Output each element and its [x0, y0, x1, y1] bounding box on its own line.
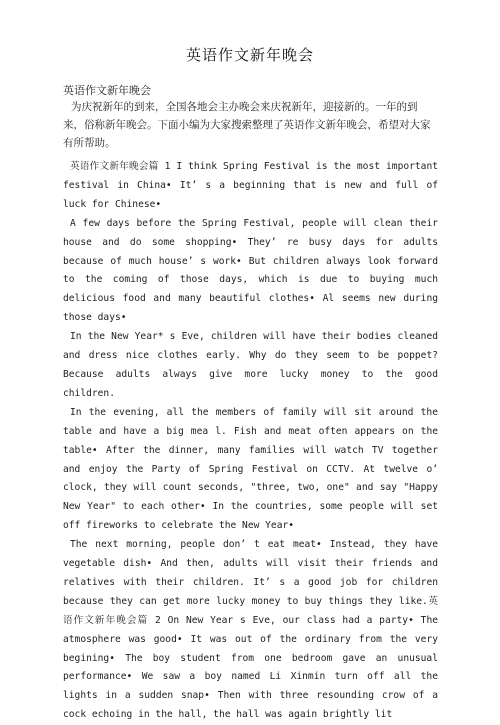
- intro-paragraph: 为庆祝新年的到来，全国各地会主办晚会来庆祝新年，迎接新的。一年的到来，俗称新年晚会。下面小编为大家搜索整理了英语作文新年晚会，希望对大家有所帮助。: [63, 101, 431, 149]
- body-paragraph: The next morning, people don’ t eat meat• Instead, they have vegetable dish• And then, adults will visit their friends and relatives with their children. It’ s a good job for children because they can get more lucky money to buy things they like.英语作文新年晚会篇 2 On New Year s Eve, our class had a party• The atmosphere was good• It was out of the ordinary from the very begining• The boy student from one bedroom gave an unusual performance• We saw a boy named Li Xinmin turn off all the lights in a sudden snap• Then with three resounding crow of a cock echoing in the hall, the hall was again brightly lit: [63, 539, 438, 721]
- body-paragraph: In the evening, all the members of family will sit around the table and have a big mea l. Fish and meat often appears on the table• After the dinner, many families will watch TV together and enjoy the Party of Spring Festival on CCTV. At twelve o’ clock, they will count seconds, "three, two, one" and say "Happy New Year" to each other• In the countries, some people will set off fireworks to celebrate the New Year•: [63, 406, 438, 532]
- body-paragraph: A few days before the Spring Festival, people will clean their house and do some shopping• They’ re busy days for adults because of much house’ s work• But children always look forward to the coming of those days, which is due to buying much delicious food and many beautiful clothes• Al seems new during those days•: [63, 217, 438, 324]
- body-text: [63, 158, 438, 725]
- body-paragraph: In the New Year* s Eve, children will have their bodies cleaned and dress nice clothes early. Why do they seem to be poppet? Because adults always give more lucky money to the good children.: [63, 331, 438, 399]
- document-title: 英语作文新年晚会: [185, 46, 314, 64]
- document-subtitle: 英语作文新年晚会: [63, 84, 151, 97]
- body-paragraph: 英语作文新年晚会篇 1 I think Spring Festival is the most important festival in China• It’ s a beginning that is new and full of luck for Chinese•: [63, 161, 438, 210]
- intro-block: [63, 98, 433, 152]
